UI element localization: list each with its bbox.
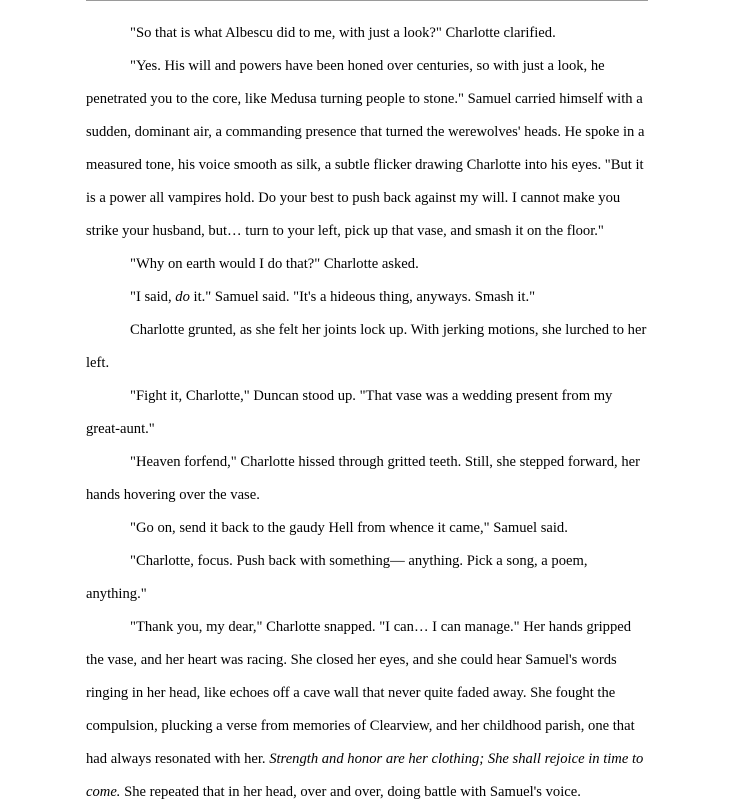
text-line: plucking a verse from memories of Clearview, and her childhood parish, one that had always <box>86 718 635 767</box>
paragraph-9 <box>86 545 648 611</box>
emphasis-text: Strength and honor are her clothing; She shall rejoice in time to come. <box>86 751 644 800</box>
paragraph-7 <box>86 446 648 512</box>
paragraph-3 <box>86 248 648 281</box>
text-line: left. <box>86 355 110 371</box>
text-line: "Thank you, my dear," Charlotte snapped. "I can… I can manage." Her hands gripped the <box>86 619 632 668</box>
page-top-rule <box>86 0 648 1</box>
emphasis-text: do <box>175 289 190 305</box>
text-line: "So that is what Albescu did to me, with just a look?" Charlotte clarified. <box>130 25 556 41</box>
text-line: Charlotte grunted, as she felt her joints lock up. With jerking motions, she lurched to her <box>130 322 647 338</box>
paragraph-4 <box>86 281 648 314</box>
text-line: vase, and her heart was racing. She closed her eyes, and she could hear Samuel's words ringing <box>86 652 617 701</box>
text-line: measured tone, his voice smooth as silk, a subtle flicker drawing Charlotte into his eyes. "But it <box>86 157 644 173</box>
text-segment: resonated with her. <box>154 751 270 767</box>
text-line: is a power all vampires hold. Do your best to push back against my will. I cannot make you <box>86 190 621 206</box>
text-line: repeated that in her head, over and over, doing battle with Samuel's voice. <box>149 784 581 800</box>
paragraph-8 <box>86 512 648 545</box>
text-line: great-aunt." <box>86 421 155 437</box>
text-line: hands hovering over the vase. <box>86 487 260 503</box>
text-line: "Why on earth would I do that?" Charlotte asked. <box>130 256 419 272</box>
text-line: penetrated you to the core, like Medusa turning people to stone." Samuel carried himself with a <box>86 91 643 107</box>
text-line: "Heaven forfend," Charlotte hissed through gritted teeth. Still, she stepped forward, her <box>130 454 640 470</box>
text-line: "Charlotte, focus. Push back with something— anything. Pick a song, a poem, anything." <box>86 553 588 602</box>
document-body <box>86 17 648 809</box>
text-segment: "I said, <box>130 289 176 305</box>
text-line: "Go on, send it back to the gaudy Hell from whence it came," Samuel said. <box>130 520 568 536</box>
text-line: "Yes. His will and powers have been honed over centuries, so with just a look, he <box>130 58 605 74</box>
text-line: strike your husband, but… turn to your left, pick up that vase, and smash it on the floor." <box>86 223 604 239</box>
paragraph-2 <box>86 50 648 248</box>
paragraph-10 <box>86 611 648 809</box>
text-segment: She <box>120 784 146 800</box>
paragraph-1 <box>86 17 648 50</box>
text-line: sudden, dominant air, a commanding presence that turned the werewolves' heads. He spoke in a <box>86 124 645 140</box>
paragraph-5 <box>86 314 648 380</box>
text-line: in her head, like echoes off a cave wall that never quite faded away. She fought the compulsion, <box>86 685 616 734</box>
paragraph-6 <box>86 380 648 446</box>
text-line: "Fight it, Charlotte," Duncan stood up. "That vase was a wedding present from my <box>130 388 613 404</box>
text-segment: it." Samuel said. "It's a hideous thing, anyways. Smash it." <box>189 289 536 305</box>
